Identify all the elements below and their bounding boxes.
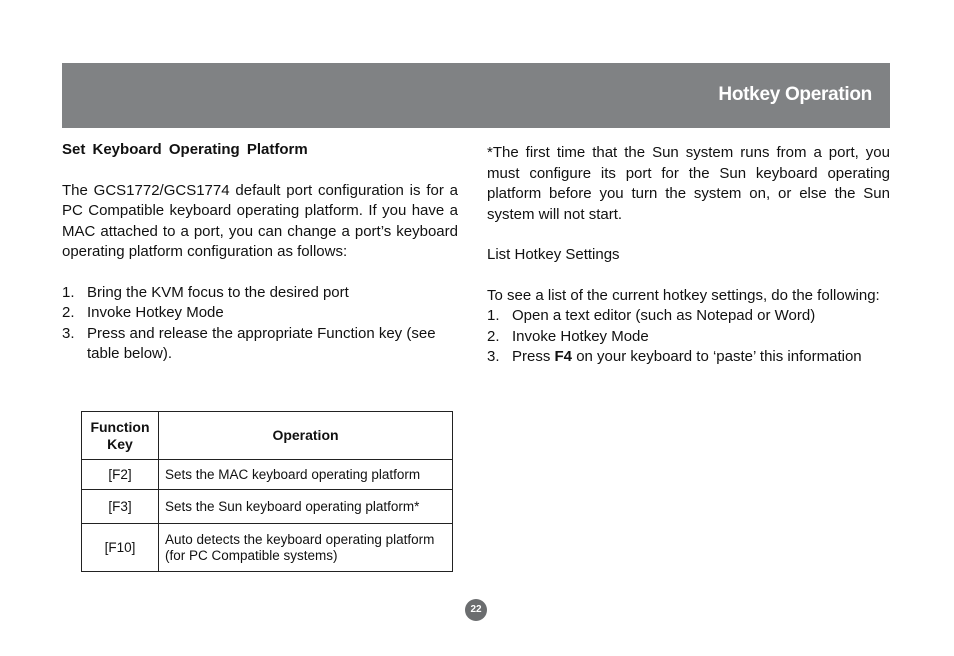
list-item [62, 324, 458, 365]
list-item [487, 306, 890, 327]
table-row [82, 460, 453, 490]
subsection-heading: List Hotkey Settings [487, 246, 620, 263]
steps-list [487, 306, 890, 368]
step-number: 3. [487, 348, 500, 365]
step-number: 1. [62, 283, 75, 301]
hotkey-f4: F4 [554, 348, 573, 365]
operation-cell: Sets the MAC keyboard operating platform [159, 460, 453, 490]
function-key-cell: [F2] [82, 460, 159, 490]
operation-header: Operation [159, 412, 453, 460]
intro-paragraph: The GCS1772/GCS1774 default port configuration is for a PC Compatible keyboard operating platform. If you have a MAC attached to a port, you can change a port’s keyboard operating platform configuration as follows: [62, 181, 458, 260]
table-row [82, 490, 453, 524]
intro-paragraph: To see a list of the current hotkey settings, do the following: [487, 286, 880, 304]
step-number: 3. [62, 324, 75, 342]
list-item [62, 283, 458, 304]
list-item [487, 347, 890, 368]
step-text: Invoke Hotkey Mode [87, 304, 224, 321]
left-column [62, 140, 458, 365]
step-text-pre: Press [512, 348, 555, 365]
header-band [62, 63, 890, 128]
step-text: Invoke Hotkey Mode [512, 327, 649, 345]
operation-cell: Auto detects the keyboard operating platform (for PC Compatible systems) [159, 524, 453, 572]
list-item [487, 327, 890, 348]
function-key-table [81, 411, 453, 572]
steps-list [62, 283, 458, 365]
section-title: Hotkey Operation [718, 84, 872, 105]
table-row [82, 524, 453, 572]
function-key-cell: [F3] [82, 490, 159, 524]
list-item [62, 303, 458, 324]
operation-cell: Sets the Sun keyboard operating platform* [159, 490, 453, 524]
step-number: 2. [62, 304, 75, 321]
step-text: Bring the KVM focus to the desired port [87, 283, 349, 301]
page-number-badge: 22 [465, 599, 487, 621]
step-text: Press and release the appropriate Function key (see table below). [87, 324, 436, 362]
sun-note: *The first time that the Sun system runs from a port, you must configure its port for the Sun keyboard operating platform before you turn the system on, or else the Sun system will not start. [487, 144, 890, 223]
function-key-cell: [F10] [82, 524, 159, 572]
step-text-post: on your keyboard to ‘paste’ this information [572, 348, 862, 365]
right-column [487, 143, 890, 368]
step-number: 2. [487, 327, 500, 345]
function-key-header: Function Key [82, 412, 159, 460]
section-heading: Set Keyboard Operating Platform [62, 141, 308, 158]
step-number: 1. [487, 307, 500, 324]
step-text: Open a text editor (such as Notepad or Word) [512, 307, 816, 324]
table-header-row [82, 412, 453, 460]
